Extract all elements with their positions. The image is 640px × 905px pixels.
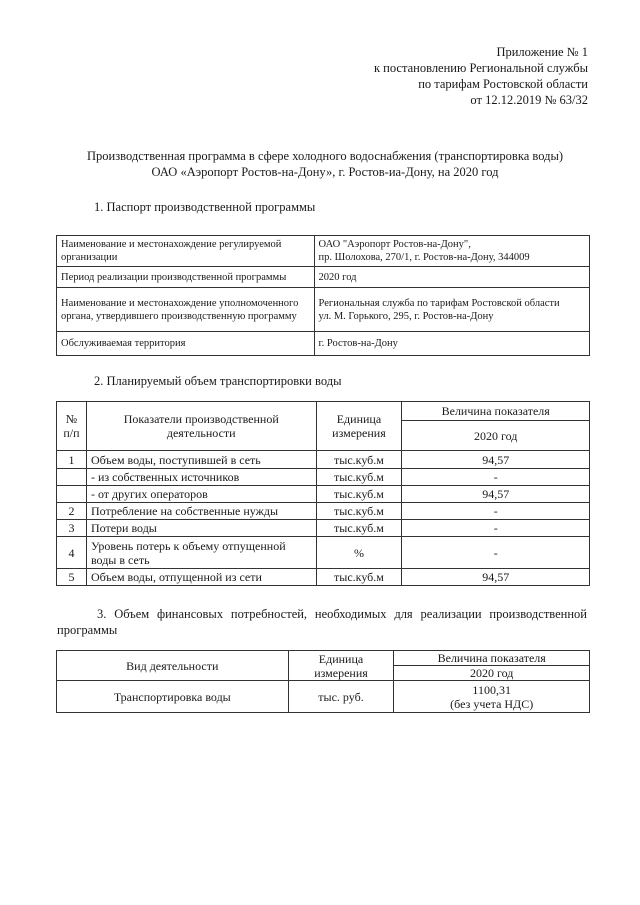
header-indicator: Показатели производственной деятельности: [86, 402, 316, 451]
row-name: Потери воды: [86, 520, 316, 537]
row-num: [57, 486, 87, 503]
header-num: № п/п: [57, 402, 87, 451]
table-cell: Обслуживаемая территория: [57, 332, 315, 356]
appendix-line: от 12.12.2019 № 63/32: [470, 93, 588, 107]
table-header-row: [57, 651, 590, 666]
appendix-line: к постановлению Региональной службы: [373, 61, 588, 75]
table-cell: г. Ростов-на-Дону: [314, 332, 589, 356]
passport-table: [56, 235, 590, 356]
row-value: -: [402, 503, 590, 520]
cell-line: 1100,31: [472, 682, 511, 697]
section2-heading: 2. Планируемый объем транспортировки воды: [94, 374, 342, 388]
row-value: 94,57: [402, 451, 590, 469]
row-name: Потребление на собственные нужды: [86, 503, 316, 520]
row-value: -: [402, 520, 590, 537]
row-name: - из собственных источников: [86, 469, 316, 486]
row-value: [394, 681, 590, 713]
table-row: [57, 681, 590, 713]
row-num: 3: [57, 520, 87, 537]
header-value: Величина показателя: [402, 402, 590, 421]
table-cell: [314, 236, 589, 267]
header-year: 2020 год: [402, 421, 590, 451]
header-year: 2020 год: [394, 666, 590, 681]
table-row: [57, 451, 590, 469]
header-value: Величина показателя: [394, 651, 590, 666]
table-cell: [314, 288, 589, 332]
title-line: ОАО «Аэропорт Ростов-на-Дону», г. Ростов-иа-Дону, на 2020 год: [151, 165, 499, 179]
table-cell: Наименование и местонахождение регулируемой организации: [57, 236, 315, 267]
row-unit: тыс.куб.м: [316, 520, 402, 537]
table-row: [57, 486, 590, 503]
row-unit: тыс.куб.м: [316, 486, 402, 503]
section1-heading: 1. Паспорт производственной программы: [94, 200, 316, 214]
row-unit: тыс.куб.м: [316, 503, 402, 520]
row-unit: тыс.куб.м: [316, 469, 402, 486]
row-value: 94,57: [402, 569, 590, 586]
table-row: [57, 569, 590, 586]
appendix-line: по тарифам Ростовской области: [418, 77, 588, 91]
row-unit: %: [316, 537, 402, 569]
cell-line: (без учета НДС): [450, 696, 534, 711]
header-unit: Единица измерения: [288, 651, 394, 681]
table-row: [57, 267, 590, 288]
row-num: 2: [57, 503, 87, 520]
table-header-row: [57, 402, 590, 421]
table-row: [57, 503, 590, 520]
row-num: 1: [57, 451, 87, 469]
document-title: [40, 148, 610, 180]
row-value: -: [402, 469, 590, 486]
table-row: [57, 537, 590, 569]
table-cell: Период реализации производственной программы: [57, 267, 315, 288]
cell-line: Региональная служба по тарифам Ростовской области: [318, 297, 560, 309]
cell-line: ОАО "Аэропорт Ростов-на-Дону",: [318, 239, 471, 250]
row-value: -: [402, 537, 590, 569]
row-name: Объем воды, отпущенной из сети: [86, 569, 316, 586]
row-value: 94,57: [402, 486, 590, 503]
financial-needs-table: [56, 650, 590, 713]
row-unit: тыс. руб.: [288, 681, 394, 713]
title-line: Производственная программа в сфере холодного водоснабжения (транспортировка воды): [86, 149, 564, 163]
table-cell: Наименование и местонахождение уполномоченного органа, утвердившего производственную программу: [57, 288, 315, 332]
header-unit: Единица измерения: [316, 402, 402, 451]
row-unit: тыс.куб.м: [316, 569, 402, 586]
row-unit: тыс.куб.м: [316, 451, 402, 469]
water-volume-table: [56, 401, 590, 586]
row-name: Уровень потерь к объему отпущенной воды в сеть: [86, 537, 316, 569]
header-activity: Вид деятельности: [57, 651, 289, 681]
table-row: [57, 288, 590, 332]
table-row: [57, 469, 590, 486]
row-num: [57, 469, 87, 486]
row-name: - от других операторов: [86, 486, 316, 503]
row-num: 4: [57, 537, 87, 569]
table-cell: 2020 год: [314, 267, 589, 288]
cell-line: пр. Шолохова, 270/1, г. Ростов-на-Дону, 344009: [318, 252, 530, 263]
row-activity: Транспортировка воды: [57, 681, 289, 713]
appendix-header: [374, 44, 588, 108]
row-num: 5: [57, 569, 87, 586]
table-row: [57, 520, 590, 537]
table-row: [57, 236, 590, 267]
row-name: Объем воды, поступившей в сеть: [86, 451, 316, 469]
table-row: [57, 332, 590, 356]
section3-heading: 3. Объем финансовых потребностей, необходимых для реализации производственной программы: [57, 607, 587, 637]
appendix-line: Приложение № 1: [496, 45, 588, 59]
cell-line: ул. М. Горького, 295, г. Ростов-на-Дону: [318, 310, 494, 322]
